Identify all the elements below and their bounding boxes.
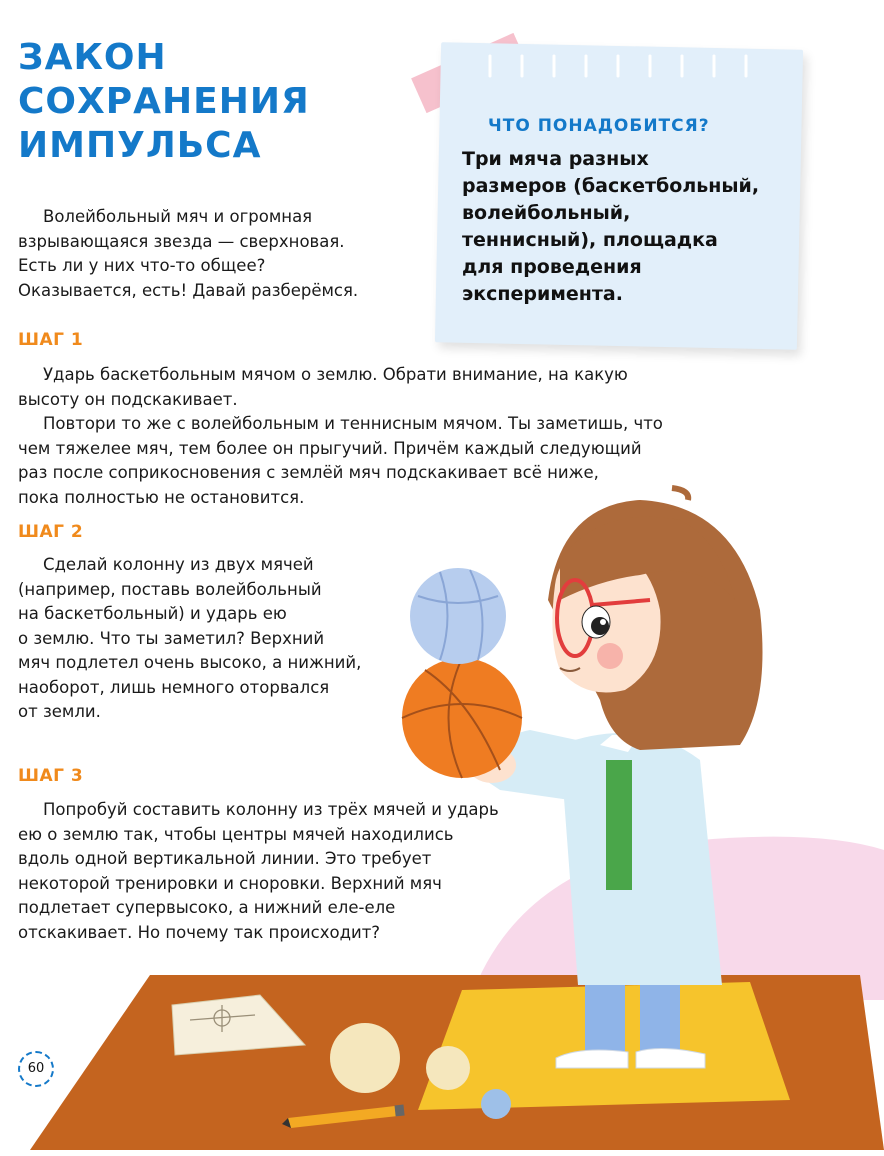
basketball: [402, 658, 522, 778]
title-line: СОХРАНЕНИЯ: [18, 81, 310, 122]
note-line: теннисный), площадка: [462, 229, 718, 251]
text-line: Попробуй составить колонну из трёх мячей и ударь: [43, 800, 499, 819]
intro-line: взрывающаяся звезда — сверхновая.: [18, 231, 345, 251]
step-3-text: [18, 798, 499, 945]
note-line: Три мяча разных: [462, 148, 649, 170]
text-line: раз после соприкосновения с землёй мяч подскакивает всё ниже,: [18, 463, 599, 482]
note-line: размеров (баскетбольный,: [462, 175, 760, 197]
intro-line: Есть ли у них что-то общее?: [18, 256, 266, 275]
tennis-ball: [481, 1089, 511, 1119]
text-line: Ударь баскетбольным мячом о землю. Обрати внимание, на какую: [43, 365, 628, 384]
title-line: ИМПУЛЬСА: [18, 125, 262, 166]
small-cream-ball: [426, 1046, 470, 1090]
text-line: высоту он подскакивает.: [18, 389, 238, 409]
text-line: вдоль одной вертикальной линии. Это требует: [18, 849, 432, 868]
intro-line: Оказывается, есть! Давай разберёмся.: [18, 280, 359, 300]
step-2-text: [18, 553, 361, 725]
step-1-heading: ШАГ 1: [18, 330, 84, 350]
step-3-heading: ШАГ 3: [18, 766, 84, 786]
volleyball: [410, 568, 506, 664]
title-line: ЗАКОН: [18, 37, 167, 78]
text-line: ею о землю так, чтобы центры мячей находились: [18, 824, 454, 844]
text-line: на баскетбольный) и ударь ею: [18, 604, 287, 623]
text-line: наоборот, лишь немного оторвался: [18, 677, 330, 697]
note-line: волейбольный,: [462, 202, 631, 224]
text-line: подлетает супервысоко, а нижний еле-еле: [18, 898, 396, 917]
step-1-text: [18, 363, 663, 510]
page-number: 60: [18, 1051, 54, 1087]
step-2-heading: ШАГ 2: [18, 522, 84, 542]
text-line: чем тяжелее мяч, тем более он прыгучий. Причём каждый следующий: [18, 438, 642, 458]
text-line: пока полностью не остановится.: [18, 487, 305, 507]
note-line: для проведения: [462, 256, 642, 278]
intro-line: Волейбольный мяч и огромная: [43, 207, 313, 226]
text-line: о землю. Что ты заметил? Верхний: [18, 628, 325, 648]
text-line: некоторой тренировки и сноровки. Верхний мяч: [18, 873, 442, 893]
text-line: мяч подлетел очень высоко, а нижний,: [18, 653, 362, 672]
cream-ball: [330, 1023, 400, 1093]
text-line: Повтори то же с волейбольным и теннисным мячом. Ты заметишь, что: [43, 414, 663, 433]
text-line: (например, поставь волейбольный: [18, 579, 322, 599]
note-title: ЧТО ПОНАДОБИТСЯ?: [488, 116, 710, 136]
note-line: эксперимента.: [462, 283, 623, 305]
text-line: от земли.: [18, 702, 101, 721]
text-line: отскакивает. Но почему так происходит?: [18, 922, 381, 942]
text-line: Сделай колонну из двух мячей: [43, 555, 314, 574]
